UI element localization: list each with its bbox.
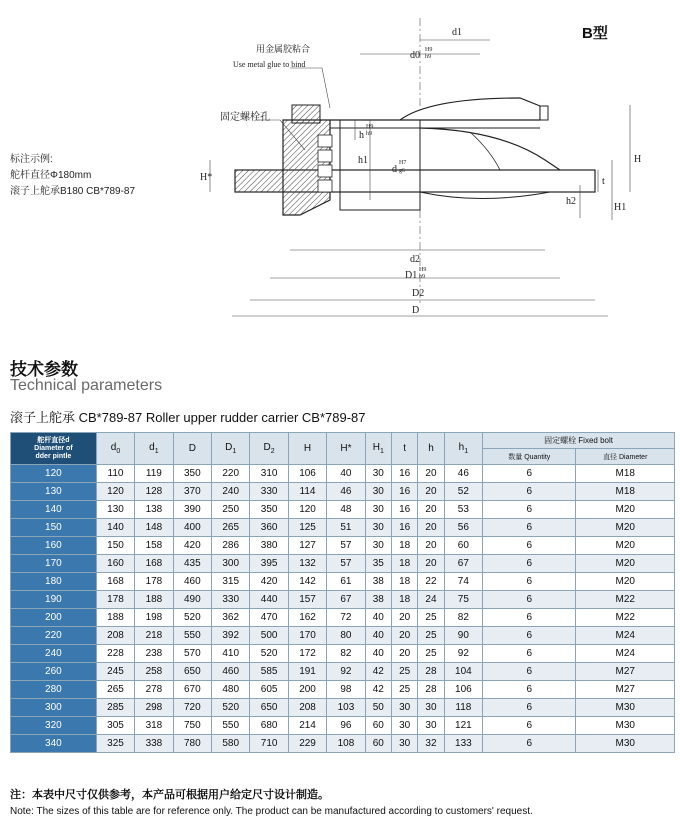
table-row (11, 681, 675, 699)
table-cell: 82 (444, 609, 482, 627)
table-cell: 38 (365, 573, 391, 591)
table-cell: 20 (418, 465, 444, 483)
table-cell: 490 (173, 591, 211, 609)
dim-d0-fit-bot: h9 (425, 54, 431, 60)
table-cell: 6 (483, 591, 576, 609)
table-cell: 168 (96, 573, 134, 591)
table-cell: M27 (576, 663, 675, 681)
table-cell: 130 (96, 501, 134, 519)
section-title-cn: 技术参数 (10, 360, 78, 379)
table-cell: 51 (327, 519, 365, 537)
dim-D1-fit-top: H9 (419, 267, 427, 273)
table-cell: 98 (327, 681, 365, 699)
table-row (11, 717, 675, 735)
table-cell: 18 (392, 573, 418, 591)
table-cell: 480 (212, 681, 250, 699)
table-cell: 258 (135, 663, 173, 681)
table-cell: 520 (250, 645, 288, 663)
table-cell: 200 (288, 681, 326, 699)
header-Hstar: H* (327, 433, 365, 465)
table-row (11, 483, 675, 501)
table-cell: 25 (418, 609, 444, 627)
table-cell: 440 (250, 591, 288, 609)
table-cell: 30 (365, 519, 391, 537)
dim-d2: d2 (410, 254, 420, 265)
table-cell: 40 (365, 609, 391, 627)
table-cell: 121 (444, 717, 482, 735)
table-row (11, 465, 675, 483)
table-cell: 178 (135, 573, 173, 591)
table-cell: M24 (576, 627, 675, 645)
dim-d-fit-top: H7 (399, 160, 407, 166)
table-cell: 125 (288, 519, 326, 537)
table-cell: 18 (392, 537, 418, 555)
table-cell: 20 (418, 537, 444, 555)
dim-Hstar: H* (200, 172, 213, 183)
table-row (11, 627, 675, 645)
table-cell: 114 (288, 483, 326, 501)
table-cell: 148 (135, 519, 173, 537)
table-cell: 30 (365, 465, 391, 483)
table-cell: 18 (392, 591, 418, 609)
table-row (11, 537, 675, 555)
dim-h1: h1 (358, 155, 368, 166)
table-cell: 350 (250, 501, 288, 519)
table-cell: 460 (212, 663, 250, 681)
header-D2: $D_2$ (250, 433, 288, 465)
table-cell: 550 (212, 717, 250, 735)
table-cell: 370 (173, 483, 211, 501)
table-cell: 150 (96, 537, 134, 555)
table-cell: 46 (444, 465, 482, 483)
table-cell: 160 (96, 555, 134, 573)
table-cell: 40 (365, 645, 391, 663)
table-cell: 278 (135, 681, 173, 699)
table-cell: 605 (250, 681, 288, 699)
table-cell: 42 (365, 681, 391, 699)
table-cell: 158 (135, 537, 173, 555)
table-cell: 20 (392, 645, 418, 663)
table-cell: 650 (173, 663, 211, 681)
bolt-label-cn: 固定螺栓孔 (220, 112, 270, 123)
table-cell: M22 (576, 609, 675, 627)
header-H1: $H_1$ (365, 433, 391, 465)
header-t: t (392, 433, 418, 465)
table-cell: 38 (365, 591, 391, 609)
table-cell: 6 (483, 483, 576, 501)
table-cell-rudder-diameter: 130 (11, 483, 97, 501)
header-D: D (173, 433, 211, 465)
table-cell: 305 (96, 717, 134, 735)
callout-en: Use metal glue to bind (233, 60, 306, 69)
table-row (11, 699, 675, 717)
table-cell: 16 (392, 465, 418, 483)
table-cell: 57 (327, 555, 365, 573)
table-cell: 6 (483, 645, 576, 663)
table-cell: 6 (483, 537, 576, 555)
dim-h: h (359, 130, 364, 141)
table-cell: 60 (444, 537, 482, 555)
table-cell: 520 (212, 699, 250, 717)
table-cell: 6 (483, 663, 576, 681)
table-cell: 240 (212, 483, 250, 501)
table-cell: 56 (444, 519, 482, 537)
header-quantity: 数量 Quantity (483, 449, 576, 465)
table-cell: 82 (327, 645, 365, 663)
table-title: 滚子上舵承 CB*789-87 Roller upper rudder carrier CB*789-87 (10, 410, 366, 425)
header-D1: $D_1$ (212, 433, 250, 465)
table-cell: 330 (250, 483, 288, 501)
footnote-en: Note: The sizes of this table are for reference only. The product can be manufactured according to customers' request. (10, 806, 533, 817)
table-cell: 103 (327, 699, 365, 717)
table-cell: 52 (444, 483, 482, 501)
table-cell: 265 (96, 681, 134, 699)
table-cell: 157 (288, 591, 326, 609)
table-cell-rudder-diameter: 240 (11, 645, 97, 663)
table-cell: 25 (418, 627, 444, 645)
table-cell: 138 (135, 501, 173, 519)
footnote-cn: 注：本表中尺寸仅供参考，本产品可根据用户给定尺寸设计制造。 (10, 789, 329, 801)
table-cell: 550 (173, 627, 211, 645)
table-cell: 338 (135, 735, 173, 753)
dim-d1: d1 (452, 27, 462, 38)
table-cell: 310 (250, 465, 288, 483)
table-cell: M30 (576, 699, 675, 717)
table-cell: 228 (96, 645, 134, 663)
table-row (11, 663, 675, 681)
table-cell: 106 (288, 465, 326, 483)
table-cell: 710 (250, 735, 288, 753)
table-cell: 188 (96, 609, 134, 627)
table-row (11, 501, 675, 519)
table-cell: 16 (392, 501, 418, 519)
table-cell: M20 (576, 501, 675, 519)
table-cell: 285 (96, 699, 134, 717)
table-cell: 20 (418, 501, 444, 519)
table-cell: 25 (392, 681, 418, 699)
table-row (11, 609, 675, 627)
header-h1: $h_1$ (444, 433, 482, 465)
table-cell: 168 (135, 555, 173, 573)
table-cell: 670 (173, 681, 211, 699)
table-cell: 16 (392, 483, 418, 501)
marking-example-line3: 滚子上舵承B180 CB*789-87 (10, 186, 136, 197)
table-cell: 18 (392, 555, 418, 573)
table-cell: 30 (418, 717, 444, 735)
table-cell: 35 (365, 555, 391, 573)
table-cell: 75 (444, 591, 482, 609)
dim-H: H (634, 154, 642, 165)
table-cell: 30 (418, 699, 444, 717)
table-cell: 42 (365, 663, 391, 681)
table-cell: 245 (96, 663, 134, 681)
table-cell: 780 (173, 735, 211, 753)
table-cell: 470 (250, 609, 288, 627)
table-cell: 32 (418, 735, 444, 753)
table-cell: M20 (576, 573, 675, 591)
table-cell: 500 (250, 627, 288, 645)
table-cell: 6 (483, 609, 576, 627)
top-cover (330, 98, 540, 120)
table-cell: 585 (250, 663, 288, 681)
table-cell: 6 (483, 717, 576, 735)
table-cell: 104 (444, 663, 482, 681)
callout-cn: 用金属胶粘合 (256, 44, 311, 54)
parameters-table (10, 432, 675, 753)
header-d1: $d_1$ (135, 433, 173, 465)
table-cell: 110 (96, 465, 134, 483)
marking-example-line2: 舵杆直径Φ180mm (10, 170, 92, 181)
table-cell: 220 (212, 465, 250, 483)
dim-d-fit-bot: g6 (399, 168, 405, 174)
table-cell: M18 (576, 465, 675, 483)
table-cell-rudder-diameter: 170 (11, 555, 97, 573)
dim-t: t (602, 176, 605, 187)
table-cell-rudder-diameter: 190 (11, 591, 97, 609)
table-cell: 90 (444, 627, 482, 645)
table-cell: 140 (96, 519, 134, 537)
table-cell: 28 (418, 681, 444, 699)
table-cell: 48 (327, 501, 365, 519)
table-cell: 60 (365, 717, 391, 735)
table-cell: 395 (250, 555, 288, 573)
table-cell-rudder-diameter: 140 (11, 501, 97, 519)
table-cell: 392 (212, 627, 250, 645)
table-row (11, 519, 675, 537)
table-cell: 24 (418, 591, 444, 609)
table-cell: 20 (418, 483, 444, 501)
dim-h2: h2 (566, 196, 576, 207)
header-h: h (418, 433, 444, 465)
table-cell: 30 (392, 699, 418, 717)
table-cell: 420 (173, 537, 211, 555)
table-cell: 380 (250, 537, 288, 555)
header-fixed-bolt: 固定螺栓 Fixed bolt (483, 433, 675, 449)
table-cell: 20 (418, 519, 444, 537)
table-cell: M20 (576, 519, 675, 537)
table-cell: 16 (392, 519, 418, 537)
table-cell: 61 (327, 573, 365, 591)
table-cell: 178 (96, 591, 134, 609)
header-d0: $d_0$ (96, 433, 134, 465)
table-cell: 6 (483, 465, 576, 483)
table-cell: 67 (327, 591, 365, 609)
table-cell: 92 (327, 663, 365, 681)
dim-d: d (392, 164, 397, 175)
dim-D1-fit-bot: h9 (419, 274, 425, 280)
table-cell: 6 (483, 555, 576, 573)
table-cell-rudder-diameter: 180 (11, 573, 97, 591)
table-row (11, 645, 675, 663)
table-cell: M24 (576, 645, 675, 663)
table-cell: 96 (327, 717, 365, 735)
table-cell: 720 (173, 699, 211, 717)
table-cell: 362 (212, 609, 250, 627)
table-cell: 57 (327, 537, 365, 555)
header-diameter: 直径 Diameter (576, 449, 675, 465)
table-row (11, 555, 675, 573)
type-label: B型 (582, 25, 608, 42)
dim-h-fit-top: H9 (366, 124, 374, 130)
table-cell: 30 (365, 483, 391, 501)
table-cell: 214 (288, 717, 326, 735)
table-cell: 30 (365, 537, 391, 555)
table-cell: 127 (288, 537, 326, 555)
dim-d0-fit-top: H9 (425, 47, 433, 53)
table-cell: M30 (576, 735, 675, 753)
table-cell: 25 (418, 645, 444, 663)
table-cell-rudder-diameter: 340 (11, 735, 97, 753)
table-cell: 30 (365, 501, 391, 519)
dim-h-fit-bot: h9 (366, 131, 372, 137)
table-cell: 128 (135, 483, 173, 501)
table-cell: 119 (135, 465, 173, 483)
table-cell: 208 (96, 627, 134, 645)
table-cell: 650 (250, 699, 288, 717)
table-cell: 360 (250, 519, 288, 537)
table-row (11, 591, 675, 609)
table-cell-rudder-diameter: 120 (11, 465, 97, 483)
table-cell: 25 (392, 663, 418, 681)
table-cell: 67 (444, 555, 482, 573)
table-cell: 118 (444, 699, 482, 717)
table-body (11, 465, 675, 753)
table-cell: 208 (288, 699, 326, 717)
table-cell: 170 (288, 627, 326, 645)
table-cell: 6 (483, 681, 576, 699)
marking-example (10, 152, 135, 200)
table-cell: 28 (418, 663, 444, 681)
table-cell: 286 (212, 537, 250, 555)
table-cell: 6 (483, 699, 576, 717)
dim-D1: D1 (405, 270, 418, 281)
table-cell: 6 (483, 735, 576, 753)
table-cell: 60 (365, 735, 391, 753)
table-cell: 30 (392, 735, 418, 753)
table-cell: 142 (288, 573, 326, 591)
table-cell: 22 (418, 573, 444, 591)
table-cell-rudder-diameter: 320 (11, 717, 97, 735)
table-cell: 53 (444, 501, 482, 519)
table-cell: 218 (135, 627, 173, 645)
table-cell: 6 (483, 573, 576, 591)
table-row (11, 573, 675, 591)
dim-D: D (412, 305, 420, 316)
table-cell: 108 (327, 735, 365, 753)
table-cell-rudder-diameter: 160 (11, 537, 97, 555)
table-cell: 750 (173, 717, 211, 735)
table-cell: 6 (483, 519, 576, 537)
table-cell: 46 (327, 483, 365, 501)
table-cell: 6 (483, 501, 576, 519)
table-cell: M20 (576, 537, 675, 555)
table-cell: 318 (135, 717, 173, 735)
table-cell: 80 (327, 627, 365, 645)
table-cell: 198 (135, 609, 173, 627)
table-cell: 400 (173, 519, 211, 537)
table-cell: 120 (288, 501, 326, 519)
table-cell: 580 (212, 735, 250, 753)
table-cell: 188 (135, 591, 173, 609)
table-cell-rudder-diameter: 280 (11, 681, 97, 699)
table-cell: 20 (392, 609, 418, 627)
header-H: H (288, 433, 326, 465)
table-cell: 350 (173, 465, 211, 483)
table-cell: 460 (173, 573, 211, 591)
header-rudder-diameter: 舵杆直径d Diameter of dder pintle (11, 433, 97, 465)
table-cell: 435 (173, 555, 211, 573)
table-cell: 74 (444, 573, 482, 591)
table-cell: M18 (576, 483, 675, 501)
table-cell: 162 (288, 609, 326, 627)
marking-example-title: 标注示例: (10, 154, 53, 165)
table-cell: 132 (288, 555, 326, 573)
table-cell: 120 (96, 483, 134, 501)
table-cell: 325 (96, 735, 134, 753)
table-cell-rudder-diameter: 150 (11, 519, 97, 537)
section-title-en: Technical parameters (10, 377, 163, 394)
table-cell: 238 (135, 645, 173, 663)
table-cell: 20 (418, 555, 444, 573)
table-cell: 229 (288, 735, 326, 753)
table-cell: 265 (212, 519, 250, 537)
table-cell: 92 (444, 645, 482, 663)
table-cell: 133 (444, 735, 482, 753)
table-cell: 72 (327, 609, 365, 627)
table-cell: 172 (288, 645, 326, 663)
table-cell: 191 (288, 663, 326, 681)
table-cell: M20 (576, 555, 675, 573)
table-cell: 298 (135, 699, 173, 717)
table-cell: 250 (212, 501, 250, 519)
table-cell: 40 (327, 465, 365, 483)
table-cell: M30 (576, 717, 675, 735)
table-cell: 20 (392, 627, 418, 645)
table-cell-rudder-diameter: 300 (11, 699, 97, 717)
dim-H1: H1 (614, 202, 627, 213)
table-cell: 330 (212, 591, 250, 609)
table-cell: M22 (576, 591, 675, 609)
table-cell: 410 (212, 645, 250, 663)
table-cell: 390 (173, 501, 211, 519)
table-cell-rudder-diameter: 200 (11, 609, 97, 627)
table-cell: 520 (173, 609, 211, 627)
table-cell: 30 (392, 717, 418, 735)
dim-d0: d0 (410, 50, 420, 61)
table-cell: 106 (444, 681, 482, 699)
table-cell: 420 (250, 573, 288, 591)
table-cell: 300 (212, 555, 250, 573)
table-cell-rudder-diameter: 260 (11, 663, 97, 681)
table-cell-rudder-diameter: 220 (11, 627, 97, 645)
table-cell: 570 (173, 645, 211, 663)
dim-D2: D2 (412, 288, 425, 299)
table-row (11, 735, 675, 753)
table-cell: 680 (250, 717, 288, 735)
table-cell: 40 (365, 627, 391, 645)
table-cell: 315 (212, 573, 250, 591)
table-cell: 6 (483, 627, 576, 645)
table-cell: 50 (365, 699, 391, 717)
table-cell: M27 (576, 681, 675, 699)
